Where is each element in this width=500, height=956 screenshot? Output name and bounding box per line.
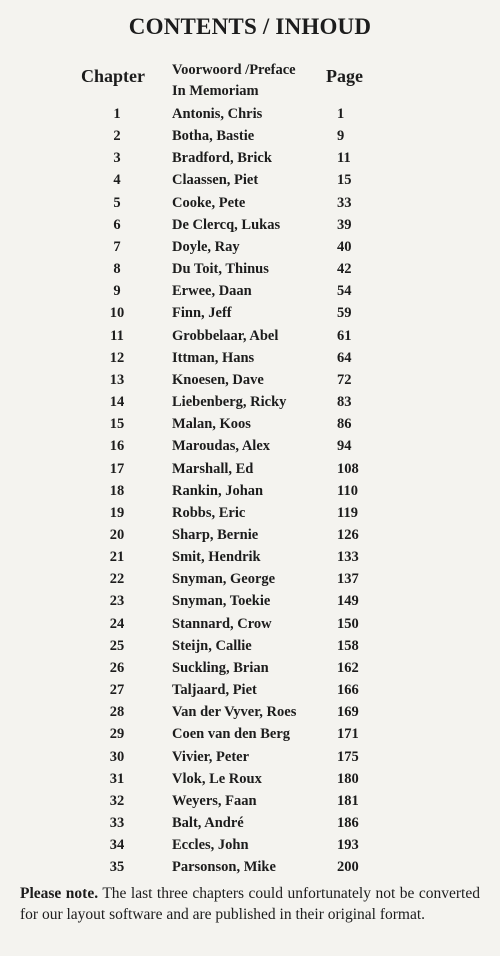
chapter-name: Liebenberg, Ricky xyxy=(172,394,287,411)
table-row xyxy=(0,391,500,413)
page-number: 119 xyxy=(337,504,358,521)
table-row xyxy=(0,546,500,568)
in-memoriam-label: In Memoriam xyxy=(172,83,259,99)
chapter-number: 17 xyxy=(109,460,125,477)
table-row xyxy=(0,347,500,369)
column-header-preface xyxy=(172,60,296,102)
chapter-number: 18 xyxy=(109,482,125,499)
chapter-name: Botha, Bastie xyxy=(172,128,255,145)
page-number: 169 xyxy=(337,704,359,721)
table-row xyxy=(0,214,500,236)
chapter-name: Erwee, Daan xyxy=(172,283,252,300)
chapter-number: 4 xyxy=(113,172,121,189)
chapter-number: 2 xyxy=(113,128,121,145)
chapter-number: 26 xyxy=(109,659,125,676)
page-number: 108 xyxy=(337,460,359,477)
page-number: 59 xyxy=(337,305,352,322)
page-number: 158 xyxy=(337,637,359,654)
table-row xyxy=(0,435,500,457)
chapter-number: 10 xyxy=(109,305,125,322)
page-number: 110 xyxy=(337,482,358,499)
page-number: 200 xyxy=(337,859,359,876)
table-row xyxy=(0,458,500,480)
page-number: 15 xyxy=(337,172,352,189)
chapter-number: 16 xyxy=(109,438,125,455)
table-row xyxy=(0,147,500,169)
chapter-name: Eccles, John xyxy=(172,837,249,854)
page-number: 72 xyxy=(337,371,352,388)
chapter-number: 29 xyxy=(109,726,125,743)
chapter-number: 12 xyxy=(109,349,125,366)
page-number: 186 xyxy=(337,815,359,831)
chapter-name: Taljaard, Piet xyxy=(172,682,257,699)
chapter-name: Steijn, Callie xyxy=(172,637,252,654)
page-number: 33 xyxy=(337,194,352,211)
page-number: 166 xyxy=(337,682,359,699)
page-number: 40 xyxy=(337,238,352,255)
table-row xyxy=(0,280,500,302)
note-paragraph xyxy=(20,883,480,925)
chapter-name: Balt, André xyxy=(172,815,244,831)
table-row xyxy=(0,302,500,324)
chapter-name: Snyman, George xyxy=(172,571,276,588)
chapter-name: Parsonson, Mike xyxy=(172,859,276,876)
chapter-name: Smit, Hendrik xyxy=(172,549,261,566)
chapter-name: Claassen, Piet xyxy=(172,172,259,189)
page-number: 162 xyxy=(337,659,359,676)
chapter-number: 25 xyxy=(109,637,125,654)
table-row xyxy=(0,125,500,147)
table-row xyxy=(0,613,500,635)
table-row xyxy=(0,790,500,812)
chapter-number: 34 xyxy=(109,837,125,854)
chapter-name: Du Toit, Thinus xyxy=(172,261,269,278)
chapter-number: 31 xyxy=(109,770,125,787)
preface-label: Voorwoord /Preface xyxy=(172,62,296,78)
chapter-name: Grobbelaar, Abel xyxy=(172,327,279,344)
page-number: 64 xyxy=(337,349,352,366)
chapter-number: 28 xyxy=(109,704,125,721)
chapter-number: 19 xyxy=(109,504,125,521)
page-number: 193 xyxy=(337,837,359,854)
note-text: The last three chapters could unfortunately not be converted for our layout software and are published in their original format. xyxy=(20,885,480,923)
chapter-name: Vlok, Le Roux xyxy=(172,770,262,787)
page-number: 94 xyxy=(337,438,352,455)
chapter-name: Snyman, Toekie xyxy=(172,593,271,610)
page-number: 83 xyxy=(337,394,352,411)
chapter-number: 15 xyxy=(109,416,125,433)
table-row xyxy=(0,657,500,679)
chapter-number: 21 xyxy=(109,549,125,566)
chapter-number: 1 xyxy=(113,106,121,122)
page-number: 149 xyxy=(337,593,359,610)
column-header-chapter: Chapter xyxy=(81,66,145,86)
chapter-name: De Clercq, Lukas xyxy=(172,216,281,233)
table-row xyxy=(0,635,500,657)
table-row xyxy=(0,834,500,856)
chapter-name: Antonis, Chris xyxy=(172,106,263,122)
table-row xyxy=(0,192,500,214)
chapter-number: 24 xyxy=(109,615,125,632)
table-row xyxy=(0,325,500,347)
table-row xyxy=(0,701,500,723)
page-number: 86 xyxy=(337,416,352,433)
table-row xyxy=(0,856,500,878)
page-number: 137 xyxy=(337,571,359,588)
chapter-name: Vivier, Peter xyxy=(172,748,250,765)
table-row xyxy=(0,502,500,524)
contents-table xyxy=(0,103,500,878)
column-header-page: Page xyxy=(326,66,363,86)
chapter-number: 32 xyxy=(109,792,125,809)
chapter-number: 3 xyxy=(113,150,121,167)
table-row xyxy=(0,679,500,701)
chapter-name: Knoesen, Dave xyxy=(172,371,264,388)
table-row xyxy=(0,413,500,435)
chapter-name: Malan, Koos xyxy=(172,416,251,433)
table-row xyxy=(0,590,500,612)
chapter-name: Cooke, Pete xyxy=(172,194,246,211)
chapter-number: 35 xyxy=(109,859,125,876)
chapter-number: 23 xyxy=(109,593,125,610)
chapter-number: 27 xyxy=(109,682,125,699)
table-row xyxy=(0,480,500,502)
chapter-name: Weyers, Faan xyxy=(172,792,257,809)
page-number: 61 xyxy=(337,327,352,344)
chapter-name: Marshall, Ed xyxy=(172,460,254,477)
chapter-number: 20 xyxy=(109,526,125,543)
page-number: 126 xyxy=(337,526,359,543)
page-number: 133 xyxy=(337,549,359,566)
chapter-number: 33 xyxy=(109,815,125,831)
chapter-name: Doyle, Ray xyxy=(172,238,240,255)
table-row xyxy=(0,369,500,391)
chapter-number: 8 xyxy=(113,261,121,278)
chapter-name: Sharp, Bernie xyxy=(172,526,259,543)
chapter-number: 9 xyxy=(113,283,121,300)
page-number: 11 xyxy=(337,150,351,167)
chapter-name: Ittman, Hans xyxy=(172,349,255,366)
page-number: 42 xyxy=(337,261,352,278)
chapter-number: 14 xyxy=(109,394,125,411)
chapter-name: Van der Vyver, Roes xyxy=(172,704,297,721)
table-row xyxy=(0,812,500,834)
chapter-number: 22 xyxy=(109,571,125,588)
chapter-number: 5 xyxy=(113,194,121,211)
chapter-name: Finn, Jeff xyxy=(172,305,232,322)
chapter-number: 30 xyxy=(109,748,125,765)
chapter-name: Rankin, Johan xyxy=(172,482,264,499)
chapter-number: 7 xyxy=(113,238,121,255)
page-number: 175 xyxy=(337,748,359,765)
page-number: 171 xyxy=(337,726,359,743)
page-number: 39 xyxy=(337,216,352,233)
table-row xyxy=(0,524,500,546)
chapter-name: Robbs, Eric xyxy=(172,504,246,521)
page-title: CONTENTS / INHOUD xyxy=(128,14,372,39)
chapter-number: 13 xyxy=(109,371,125,388)
chapter-name: Suckling, Brian xyxy=(172,659,269,676)
table-row xyxy=(0,723,500,745)
table-row xyxy=(0,169,500,191)
page-number: 181 xyxy=(337,792,359,809)
table-row xyxy=(0,768,500,790)
note-label: Please note. xyxy=(20,885,99,902)
chapter-name: Stannard, Crow xyxy=(172,615,272,632)
table-row xyxy=(0,103,500,125)
page-number: 1 xyxy=(337,106,345,122)
chapter-number: 6 xyxy=(113,216,121,233)
chapter-name: Coen van den Berg xyxy=(172,726,291,743)
chapter-name: Maroudas, Alex xyxy=(172,438,271,455)
table-row xyxy=(0,236,500,258)
table-row xyxy=(0,568,500,590)
chapter-name: Bradford, Brick xyxy=(172,150,272,167)
page-number: 150 xyxy=(337,615,359,632)
table-row xyxy=(0,746,500,768)
table-row xyxy=(0,258,500,280)
chapter-number: 11 xyxy=(110,327,124,344)
page-number: 180 xyxy=(337,770,359,787)
page-number: 54 xyxy=(337,283,352,300)
page-number: 9 xyxy=(337,128,345,145)
